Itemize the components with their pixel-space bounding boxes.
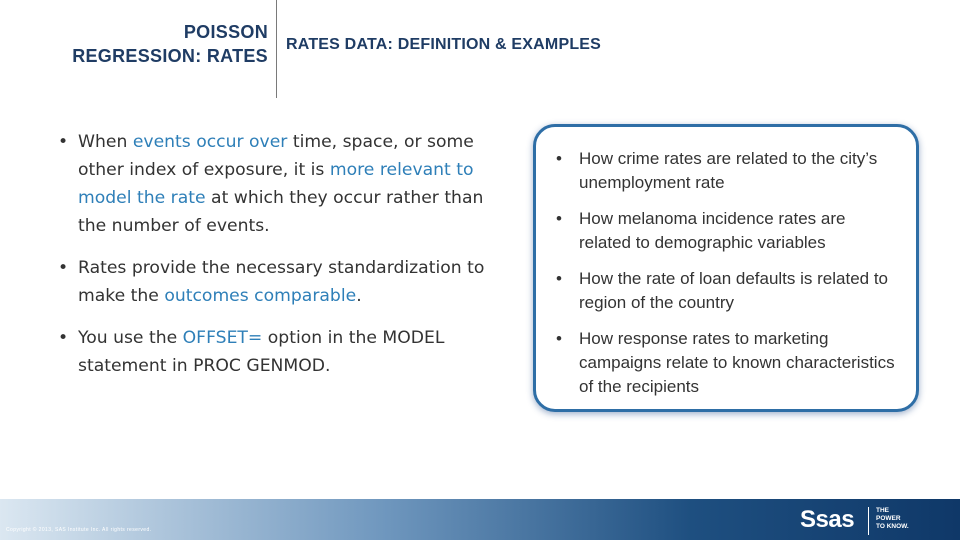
header-divider xyxy=(276,0,277,98)
definition-bullet xyxy=(58,324,488,380)
highlighted-text: events occur over xyxy=(132,132,288,152)
tagline-line-1: THE xyxy=(876,507,889,514)
copyright-text: Copyright © 2013, SAS Institute Inc. All rights reserved. xyxy=(6,527,152,533)
bullet-text: option in the MODEL statement in PROC GENMOD. xyxy=(78,328,445,376)
bullet-text: at which they occur rather than the number of events. xyxy=(78,188,484,236)
example-bullet xyxy=(556,267,901,315)
tagline xyxy=(876,507,909,531)
example-bullet xyxy=(556,147,901,195)
definition-bullet xyxy=(58,254,488,310)
definition-bullet xyxy=(58,128,488,240)
slide-title xyxy=(72,20,268,68)
bullet-marker: • xyxy=(556,269,562,288)
bullet-text: time, space, or some other index of exposure, it is xyxy=(78,132,474,180)
example-text: How melanoma incidence rates are related to demographic variables xyxy=(579,209,846,252)
examples-callout-box xyxy=(533,124,919,412)
definition-bullet-list xyxy=(58,128,488,394)
tagline-line-3: TO KNOW. xyxy=(876,523,909,530)
example-text: How crime rates are related to the city’s unemployment rate xyxy=(579,149,878,192)
example-bullet xyxy=(556,327,901,399)
highlighted-text: more relevant to model the rate xyxy=(78,160,474,208)
tagline-line-2: POWER xyxy=(876,515,901,522)
bullet-text: Rates provide the necessary standardization to make the xyxy=(78,258,485,306)
sas-logo xyxy=(800,508,854,532)
bullet-marker: • xyxy=(556,209,562,228)
example-text: How the rate of loan defaults is related to region of the country xyxy=(579,269,889,312)
example-text: How response rates to marketing campaigns relate to known characteristics of the recipients xyxy=(579,329,895,396)
slide-subtitle: RATES DATA: DEFINITION & EXAMPLES xyxy=(286,36,602,53)
highlighted-text: outcomes comparable xyxy=(164,286,357,306)
examples-bullet-list xyxy=(556,147,901,411)
title-line-2: REGRESSION: RATES xyxy=(72,46,268,66)
title-line-1: POISSON xyxy=(183,22,268,42)
example-bullet xyxy=(556,207,901,255)
bullet-marker: • xyxy=(58,258,69,278)
bullet-marker: • xyxy=(58,132,69,152)
sas-logo-text: sas xyxy=(815,506,855,533)
sas-swirl-icon: S xyxy=(800,506,816,533)
bullet-text: . xyxy=(356,286,362,306)
bullet-text: When xyxy=(78,132,133,152)
bullet-text: You use the xyxy=(78,328,183,348)
bullet-marker: • xyxy=(556,149,562,168)
logo-divider xyxy=(868,507,869,535)
highlighted-text: OFFSET= xyxy=(182,328,263,348)
bullet-marker: • xyxy=(556,329,562,348)
footer-bar xyxy=(0,499,960,540)
bullet-marker: • xyxy=(58,328,69,348)
